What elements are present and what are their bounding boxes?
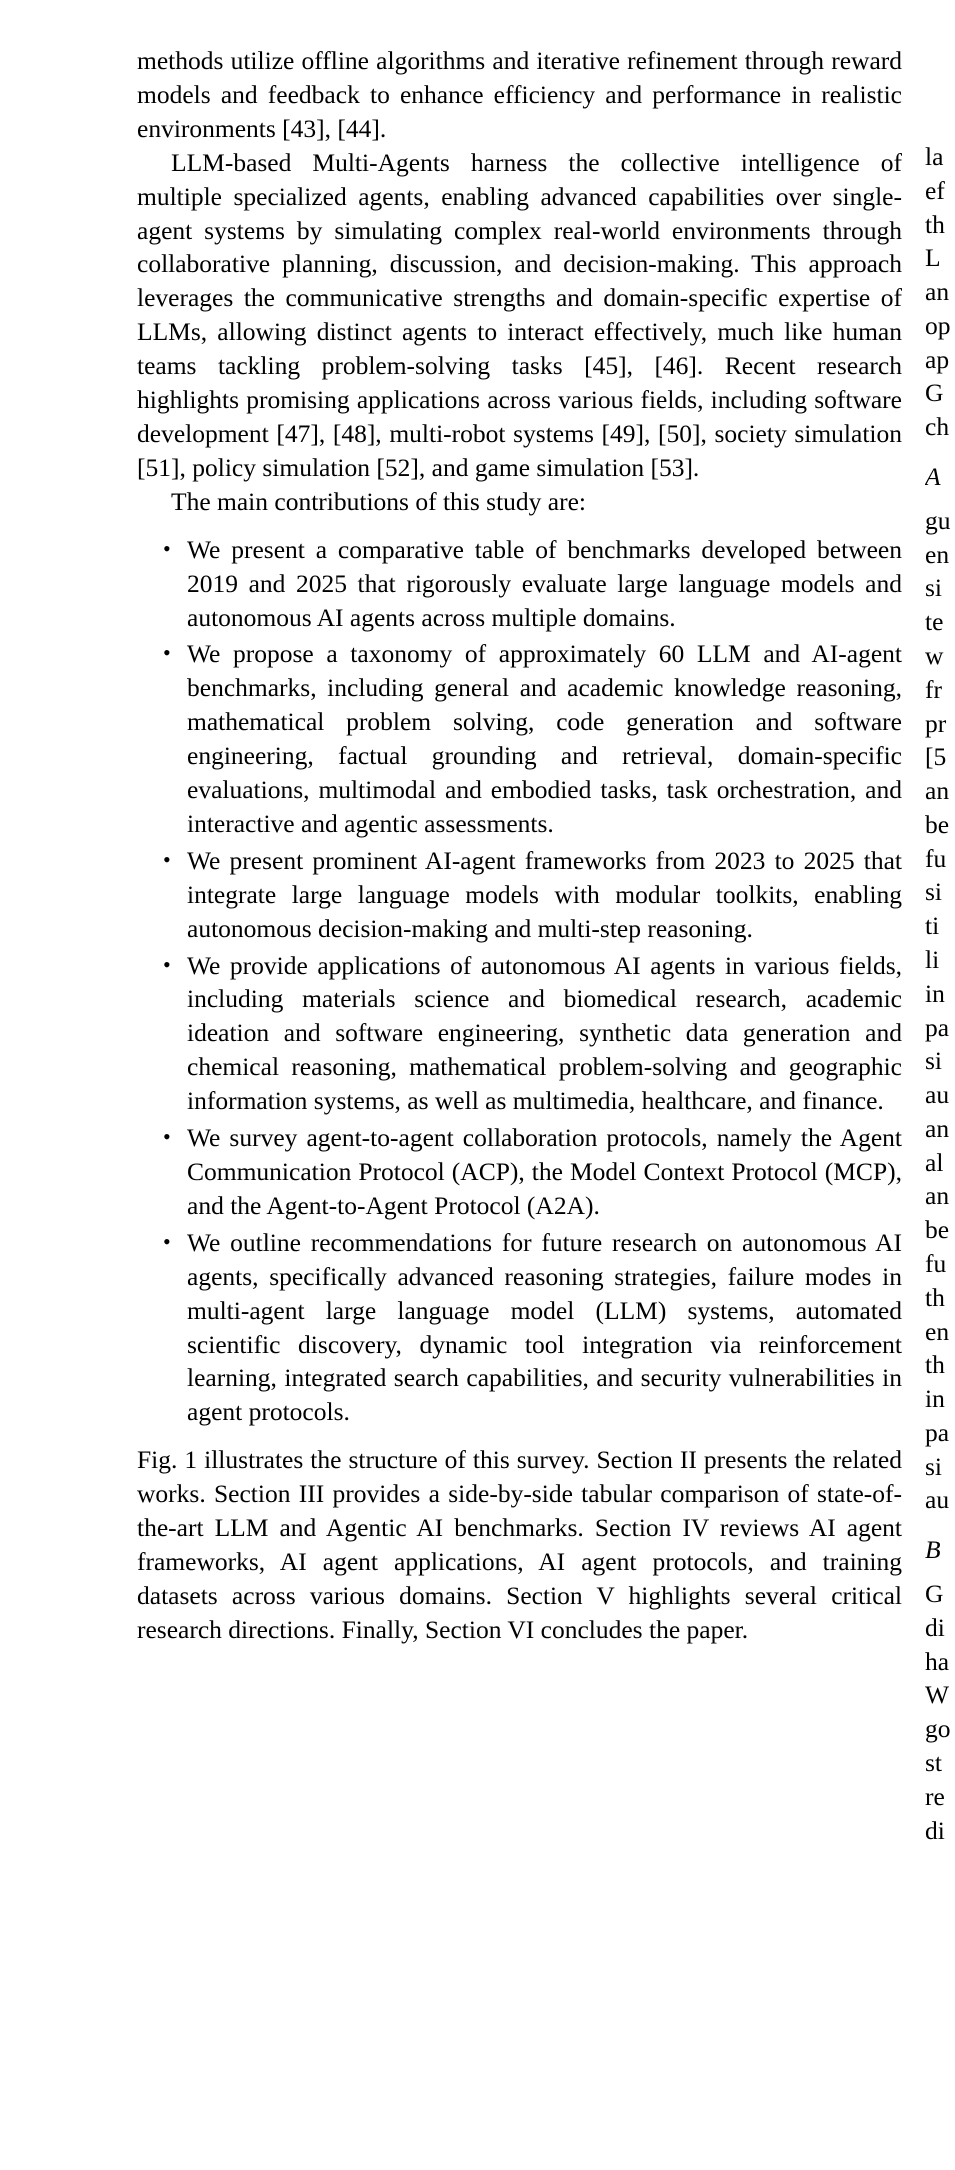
right-line: pa: [925, 1012, 950, 1042]
right-line: th: [925, 209, 945, 239]
right-line: ef: [925, 175, 945, 205]
right-block-1: [925, 140, 955, 444]
paragraph-survey-structure: Fig. 1 illustrates the structure of this survey. Section II presents the related works. Section III provides a side-by-side tabular comparison of state-of-the-art LLM and Agentic AI benchmarks. Section IV reviews AI agent frameworks, AI agent applications, AI agent protocols, and training datasets across various domains. Section V highlights several critical research directions. Finally, Section VI concludes the paper.: [137, 1445, 902, 1644]
right-line: th: [925, 1350, 945, 1380]
list-item: • We outline recommendations for future research on autonomous AI agents, specifically advanced reasoning strategies, failure modes in multi-agent large language model (LLM) systems, automated scientific discovery, dynamic tool integration via reinforcement learning, integrated search capabilities, and security vulnerabilities in agent protocols.: [137, 1226, 902, 1429]
right-line: an: [925, 1181, 950, 1211]
right-section-heading-b: B: [925, 1535, 941, 1565]
right-line: li: [925, 944, 940, 974]
right-line: G: [925, 378, 944, 408]
list-item: • We survey agent-to-agent collaboration protocols, namely the Agent Communication Protocol (ACP), the Model Context Protocol (MCP), and the Agent-to-Agent Protocol (A2A).: [137, 1121, 902, 1223]
right-line: an: [925, 776, 950, 806]
right-line: si: [925, 573, 943, 603]
right-line: st: [925, 1747, 943, 1777]
right-line: di: [925, 1815, 945, 1845]
right-line: go: [925, 1714, 951, 1744]
paragraph-contributions-lead: The main contributions of this study are:: [171, 486, 587, 516]
list-item: • We propose a taxonomy of approximately 60 LLM and AI-agent benchmarks, including general and academic knowledge reasoning, mathematical problem solving, code generation and software engineering, factual grounding and retrieval, domain-specific evaluations, multimodal and embodied tasks, task orchestration, and interactive and agentic assessments.: [137, 637, 902, 840]
right-line: an: [925, 1113, 950, 1143]
list-item: • We present a comparative table of benchmarks developed between 2019 and 2025 that rigorously evaluate large language models and autonomous AI agents across multiple domains.: [137, 533, 902, 635]
right-line: th: [925, 1282, 945, 1312]
right-line: al: [925, 1147, 944, 1177]
right-line: gu: [925, 505, 951, 535]
right-line: fr: [925, 674, 942, 704]
right-block-2: [925, 504, 955, 1517]
right-line: pr: [925, 708, 947, 738]
right-line: fu: [925, 843, 947, 873]
right-line: pa: [925, 1417, 950, 1447]
right-line: en: [925, 1316, 950, 1346]
paragraph-multi-agents: LLM-based Multi-Agents harness the collective intelligence of multiple specialized agents, enabling advanced capabilities over single-agent systems by simulating complex real-world environments through collaborative planning, discussion, and decision-making. This approach leverages the communicative strengths and domain-specific expertise of LLMs, allowing distinct agents to interact effectively, much like human teams tackling problem-solving tasks [45], [46]. Recent research highlights promising applications across various fields, including software development [47], [48], multi-robot systems [49], [50], society simulation [51], policy simulation [52], and game simulation [53].: [137, 147, 902, 482]
right-line: fu: [925, 1249, 947, 1278]
right-line: di: [925, 1612, 945, 1642]
right-line: au: [925, 1485, 950, 1515]
paragraph-offline-methods: methods utilize offline algorithms and iterative refinement through reward models and feedback to enhance efficiency and performance in realistic environments [43], [44].: [137, 46, 902, 143]
right-line: re: [925, 1781, 945, 1811]
right-section-heading-a: A: [925, 462, 941, 492]
list-item: • We present prominent AI-agent frameworks from 2023 to 2025 that integrate large language models with modular toolkits, enabling autonomous decision-making and multi-step reasoning.: [137, 844, 902, 946]
list-item: • We provide applications of autonomous AI agents in various fields, including materials science and biomedical research, academic ideation and software engineering, synthetic data generation and chemical reasoning, mathematical problem-solving and geographic information systems, as well as multimedia, healthcare, and finance.: [137, 949, 902, 1119]
right-line: W: [925, 1680, 950, 1710]
right-line: [5: [925, 742, 947, 772]
right-line: op: [925, 310, 951, 340]
right-line: in: [925, 978, 945, 1008]
right-line: la: [925, 142, 944, 171]
right-line: te: [925, 607, 944, 637]
right-line: ha: [925, 1646, 950, 1676]
right-line: si: [925, 877, 943, 907]
right-line: be: [925, 809, 950, 839]
secondary-text-column: [925, 140, 955, 2140]
right-line: ti: [925, 911, 940, 941]
right-line: en: [925, 539, 950, 569]
right-line: ch: [925, 412, 950, 442]
right-block-3: [925, 1577, 955, 1847]
right-line: in: [925, 1384, 945, 1414]
right-line: au: [925, 1080, 950, 1110]
right-line: G: [925, 1579, 944, 1609]
right-line: be: [925, 1215, 950, 1245]
right-line: L: [925, 243, 941, 273]
right-line: w: [925, 640, 944, 670]
right-line: si: [925, 1046, 943, 1076]
right-line: ap: [925, 344, 950, 374]
right-line: an: [925, 277, 950, 307]
right-line: si: [925, 1451, 943, 1481]
